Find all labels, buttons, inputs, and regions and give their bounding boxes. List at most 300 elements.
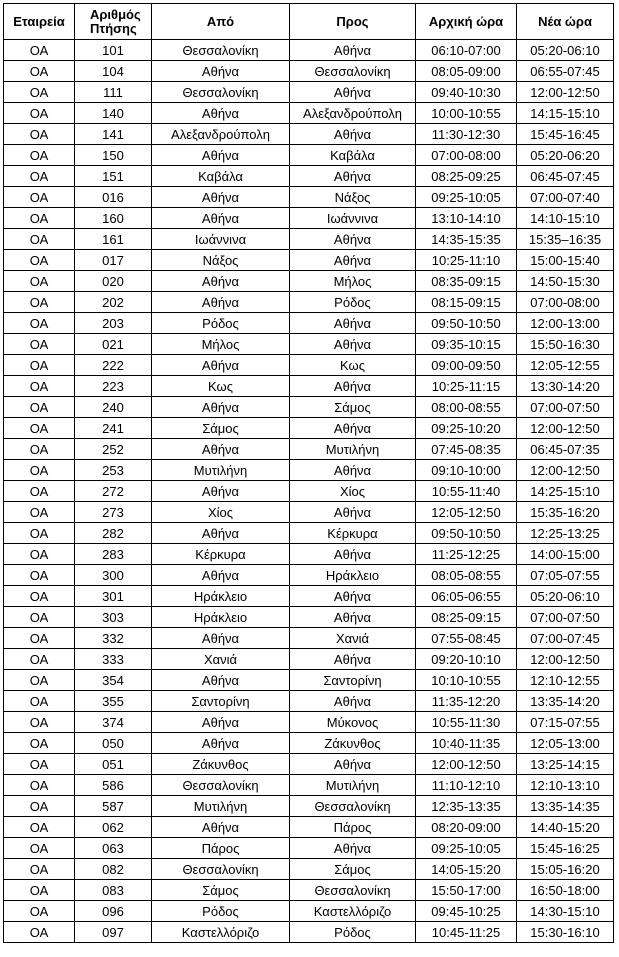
table-row xyxy=(4,355,614,376)
table-row xyxy=(4,649,614,670)
original-time-cell: 10:25-11:15 xyxy=(416,376,517,397)
new-time-cell: 15:35-16:20 xyxy=(517,502,614,523)
to-cell: Σαντορίνη xyxy=(290,670,416,691)
to-cell: Χανιά xyxy=(290,628,416,649)
airline-cell: ΟΑ xyxy=(4,481,75,502)
original-time-cell: 09:50-10:50 xyxy=(416,313,517,334)
table-row xyxy=(4,523,614,544)
to-cell: Αθήνα xyxy=(290,166,416,187)
new-time-cell: 13:30-14:20 xyxy=(517,376,614,397)
table-row xyxy=(4,775,614,796)
to-cell: Αθήνα xyxy=(290,502,416,523)
flight-number-cell: 111 xyxy=(75,82,152,103)
airline-cell: ΟΑ xyxy=(4,922,75,943)
to-cell: Μυτιλήνη xyxy=(290,775,416,796)
to-cell: Αθήνα xyxy=(290,607,416,628)
new-time-cell: 12:10-12:55 xyxy=(517,670,614,691)
airline-cell: ΟΑ xyxy=(4,607,75,628)
header-flight-number xyxy=(75,4,152,40)
new-time-cell: 13:35-14:20 xyxy=(517,691,614,712)
from-cell: Καστελλόριζο xyxy=(152,922,290,943)
airline-cell: ΟΑ xyxy=(4,271,75,292)
flight-number-cell: 282 xyxy=(75,523,152,544)
airline-cell: ΟΑ xyxy=(4,292,75,313)
original-time-cell: 08:15-09:15 xyxy=(416,292,517,313)
from-cell: Αθήνα xyxy=(152,712,290,733)
airline-cell: ΟΑ xyxy=(4,103,75,124)
to-cell: Χίος xyxy=(290,481,416,502)
from-cell: Θεσσαλονίκη xyxy=(152,40,290,61)
table-row xyxy=(4,40,614,61)
airline-cell: ΟΑ xyxy=(4,775,75,796)
airline-cell: ΟΑ xyxy=(4,250,75,271)
airline-cell: ΟΑ xyxy=(4,859,75,880)
original-time-cell: 08:00-08:55 xyxy=(416,397,517,418)
from-cell: Αθήνα xyxy=(152,670,290,691)
table-row xyxy=(4,922,614,943)
flight-number-cell: 101 xyxy=(75,40,152,61)
flight-number-cell: 240 xyxy=(75,397,152,418)
original-time-cell: 12:00-12:50 xyxy=(416,754,517,775)
to-cell: Αθήνα xyxy=(290,376,416,397)
to-cell: Αθήνα xyxy=(290,250,416,271)
table-row xyxy=(4,733,614,754)
new-time-cell: 15:30-16:10 xyxy=(517,922,614,943)
original-time-cell: 09:35-10:15 xyxy=(416,334,517,355)
table-row xyxy=(4,502,614,523)
table-row xyxy=(4,82,614,103)
airline-cell: ΟΑ xyxy=(4,733,75,754)
new-time-cell: 07:15-07:55 xyxy=(517,712,614,733)
flight-number-cell: 241 xyxy=(75,418,152,439)
table-row xyxy=(4,418,614,439)
from-cell: Αλεξανδρούπολη xyxy=(152,124,290,145)
flight-number-cell: 203 xyxy=(75,313,152,334)
table-row xyxy=(4,208,614,229)
new-time-cell: 07:00-07:45 xyxy=(517,628,614,649)
header-from: Από xyxy=(152,4,290,40)
table-header xyxy=(4,4,614,40)
table-row xyxy=(4,544,614,565)
original-time-cell: 08:05-09:00 xyxy=(416,61,517,82)
to-cell: Θεσσαλονίκη xyxy=(290,880,416,901)
from-cell: Αθήνα xyxy=(152,397,290,418)
airline-cell: ΟΑ xyxy=(4,460,75,481)
from-cell: Θεσσαλονίκη xyxy=(152,775,290,796)
flight-number-cell: 301 xyxy=(75,586,152,607)
original-time-cell: 10:10-10:55 xyxy=(416,670,517,691)
original-time-cell: 10:00-10:55 xyxy=(416,103,517,124)
new-time-cell: 14:00-15:00 xyxy=(517,544,614,565)
flight-number-cell: 283 xyxy=(75,544,152,565)
flight-number-cell: 300 xyxy=(75,565,152,586)
from-cell: Αθήνα xyxy=(152,145,290,166)
from-cell: Σαντορίνη xyxy=(152,691,290,712)
original-time-cell: 09:50-10:50 xyxy=(416,523,517,544)
new-time-cell: 12:00-13:00 xyxy=(517,313,614,334)
flight-number-cell: 021 xyxy=(75,334,152,355)
from-cell: Θεσσαλονίκη xyxy=(152,82,290,103)
new-time-cell: 07:00-07:50 xyxy=(517,397,614,418)
from-cell: Αθήνα xyxy=(152,439,290,460)
new-time-cell: 15:45-16:25 xyxy=(517,838,614,859)
new-time-cell: 13:25-14:15 xyxy=(517,754,614,775)
original-time-cell: 14:05-15:20 xyxy=(416,859,517,880)
to-cell: Ηράκλειο xyxy=(290,565,416,586)
flight-number-cell: 355 xyxy=(75,691,152,712)
to-cell: Ρόδος xyxy=(290,922,416,943)
original-time-cell: 09:25-10:20 xyxy=(416,418,517,439)
original-time-cell: 12:35-13:35 xyxy=(416,796,517,817)
new-time-cell: 12:00-12:50 xyxy=(517,649,614,670)
from-cell: Καβάλα xyxy=(152,166,290,187)
original-time-cell: 06:10-07:00 xyxy=(416,40,517,61)
airline-cell: ΟΑ xyxy=(4,796,75,817)
new-time-cell: 14:50-15:30 xyxy=(517,271,614,292)
airline-cell: ΟΑ xyxy=(4,313,75,334)
original-time-cell: 10:55-11:40 xyxy=(416,481,517,502)
from-cell: Μυτιλήνη xyxy=(152,796,290,817)
to-cell: Αθήνα xyxy=(290,418,416,439)
new-time-cell: 06:45-07:35 xyxy=(517,439,614,460)
from-cell: Αθήνα xyxy=(152,565,290,586)
new-time-cell: 07:00-07:40 xyxy=(517,187,614,208)
new-time-cell: 07:00-07:50 xyxy=(517,607,614,628)
new-time-cell: 07:00-08:00 xyxy=(517,292,614,313)
flight-number-cell: 016 xyxy=(75,187,152,208)
to-cell: Σάμος xyxy=(290,397,416,418)
from-cell: Μήλος xyxy=(152,334,290,355)
new-time-cell: 07:05-07:55 xyxy=(517,565,614,586)
new-time-cell: 14:15-15:10 xyxy=(517,103,614,124)
new-time-cell: 12:10-13:10 xyxy=(517,775,614,796)
flight-number-cell: 333 xyxy=(75,649,152,670)
new-time-cell: 05:20-06:10 xyxy=(517,586,614,607)
to-cell: Θεσσαλονίκη xyxy=(290,796,416,817)
original-time-cell: 13:10-14:10 xyxy=(416,208,517,229)
new-time-cell: 15:05-16:20 xyxy=(517,859,614,880)
flight-number-cell: 587 xyxy=(75,796,152,817)
to-cell: Μύκονος xyxy=(290,712,416,733)
new-time-cell: 15:45-16:45 xyxy=(517,124,614,145)
airline-cell: ΟΑ xyxy=(4,691,75,712)
new-time-cell: 15:35–16:35 xyxy=(517,229,614,250)
new-time-cell: 06:45-07:45 xyxy=(517,166,614,187)
original-time-cell: 08:20-09:00 xyxy=(416,817,517,838)
header-airline: Εταιρεία xyxy=(4,4,75,40)
original-time-cell: 15:50-17:00 xyxy=(416,880,517,901)
flight-number-cell: 140 xyxy=(75,103,152,124)
table-row xyxy=(4,880,614,901)
original-time-cell: 11:30-12:30 xyxy=(416,124,517,145)
table-row xyxy=(4,292,614,313)
flight-number-cell: 151 xyxy=(75,166,152,187)
airline-cell: ΟΑ xyxy=(4,670,75,691)
original-time-cell: 10:55-11:30 xyxy=(416,712,517,733)
from-cell: Θεσσαλονίκη xyxy=(152,859,290,880)
flight-schedule-table xyxy=(3,3,614,943)
flight-number-cell: 141 xyxy=(75,124,152,145)
table-row xyxy=(4,691,614,712)
table-row xyxy=(4,61,614,82)
from-cell: Ρόδος xyxy=(152,313,290,334)
original-time-cell: 10:25-11:10 xyxy=(416,250,517,271)
original-time-cell: 08:05-08:55 xyxy=(416,565,517,586)
from-cell: Αθήνα xyxy=(152,292,290,313)
flight-number-cell: 050 xyxy=(75,733,152,754)
flight-number-cell: 332 xyxy=(75,628,152,649)
header-to: Προς xyxy=(290,4,416,40)
new-time-cell: 12:00-12:50 xyxy=(517,418,614,439)
table-row xyxy=(4,796,614,817)
original-time-cell: 09:25-10:05 xyxy=(416,187,517,208)
header-original-time: Αρχική ώρα xyxy=(416,4,517,40)
to-cell: Αθήνα xyxy=(290,691,416,712)
flight-number-cell: 374 xyxy=(75,712,152,733)
airline-cell: ΟΑ xyxy=(4,334,75,355)
flight-number-cell: 063 xyxy=(75,838,152,859)
new-time-cell: 13:35-14:35 xyxy=(517,796,614,817)
table-row xyxy=(4,565,614,586)
original-time-cell: 14:35-15:35 xyxy=(416,229,517,250)
airline-cell: ΟΑ xyxy=(4,754,75,775)
to-cell: Αθήνα xyxy=(290,544,416,565)
table-body xyxy=(4,40,614,943)
airline-cell: ΟΑ xyxy=(4,82,75,103)
new-time-cell: 12:00-12:50 xyxy=(517,82,614,103)
table-row xyxy=(4,712,614,733)
table-row xyxy=(4,166,614,187)
flight-number-cell: 253 xyxy=(75,460,152,481)
flight-number-cell: 252 xyxy=(75,439,152,460)
airline-cell: ΟΑ xyxy=(4,880,75,901)
new-time-cell: 14:40-15:20 xyxy=(517,817,614,838)
airline-cell: ΟΑ xyxy=(4,523,75,544)
airline-cell: ΟΑ xyxy=(4,418,75,439)
from-cell: Χανιά xyxy=(152,649,290,670)
table-row xyxy=(4,754,614,775)
from-cell: Ρόδος xyxy=(152,901,290,922)
airline-cell: ΟΑ xyxy=(4,838,75,859)
to-cell: Αθήνα xyxy=(290,460,416,481)
new-time-cell: 05:20-06:20 xyxy=(517,145,614,166)
original-time-cell: 11:35-12:20 xyxy=(416,691,517,712)
new-time-cell: 12:25-13:25 xyxy=(517,523,614,544)
airline-cell: ΟΑ xyxy=(4,901,75,922)
flight-number-cell: 161 xyxy=(75,229,152,250)
from-cell: Αθήνα xyxy=(152,733,290,754)
table-row xyxy=(4,145,614,166)
from-cell: Μυτιλήνη xyxy=(152,460,290,481)
original-time-cell: 09:20-10:10 xyxy=(416,649,517,670)
flight-number-cell: 097 xyxy=(75,922,152,943)
flight-number-cell: 150 xyxy=(75,145,152,166)
table-row xyxy=(4,103,614,124)
table-row xyxy=(4,376,614,397)
table-row xyxy=(4,313,614,334)
new-time-cell: 05:20-06:10 xyxy=(517,40,614,61)
airline-cell: ΟΑ xyxy=(4,817,75,838)
airline-cell: ΟΑ xyxy=(4,649,75,670)
flight-number-cell: 202 xyxy=(75,292,152,313)
flight-number-cell: 051 xyxy=(75,754,152,775)
original-time-cell: 08:35-09:15 xyxy=(416,271,517,292)
flight-number-cell: 586 xyxy=(75,775,152,796)
table-row xyxy=(4,607,614,628)
airline-cell: ΟΑ xyxy=(4,544,75,565)
new-time-cell: 15:00-15:40 xyxy=(517,250,614,271)
table-row xyxy=(4,439,614,460)
flight-number-cell: 017 xyxy=(75,250,152,271)
table-row xyxy=(4,481,614,502)
airline-cell: ΟΑ xyxy=(4,502,75,523)
flight-number-cell: 104 xyxy=(75,61,152,82)
from-cell: Χίος xyxy=(152,502,290,523)
to-cell: Αλεξανδρούπολη xyxy=(290,103,416,124)
to-cell: Ζάκυνθος xyxy=(290,733,416,754)
to-cell: Νάξος xyxy=(290,187,416,208)
from-cell: Κέρκυρα xyxy=(152,544,290,565)
flight-number-cell: 303 xyxy=(75,607,152,628)
from-cell: Αθήνα xyxy=(152,208,290,229)
header-new-time: Νέα ώρα xyxy=(517,4,614,40)
table-row xyxy=(4,838,614,859)
airline-cell: ΟΑ xyxy=(4,376,75,397)
from-cell: Αθήνα xyxy=(152,103,290,124)
from-cell: Ζάκυνθος xyxy=(152,754,290,775)
airline-cell: ΟΑ xyxy=(4,439,75,460)
to-cell: Αθήνα xyxy=(290,334,416,355)
table-row xyxy=(4,229,614,250)
original-time-cell: 09:10-10:00 xyxy=(416,460,517,481)
to-cell: Ρόδος xyxy=(290,292,416,313)
airline-cell: ΟΑ xyxy=(4,187,75,208)
to-cell: Αθήνα xyxy=(290,838,416,859)
table-row xyxy=(4,187,614,208)
table-row xyxy=(4,124,614,145)
from-cell: Ηράκλειο xyxy=(152,586,290,607)
table-row xyxy=(4,901,614,922)
airline-cell: ΟΑ xyxy=(4,712,75,733)
airline-cell: ΟΑ xyxy=(4,397,75,418)
flight-number-cell: 273 xyxy=(75,502,152,523)
flight-number-cell: 082 xyxy=(75,859,152,880)
new-time-cell: 14:25-15:10 xyxy=(517,481,614,502)
airline-cell: ΟΑ xyxy=(4,61,75,82)
table-row xyxy=(4,460,614,481)
from-cell: Αθήνα xyxy=(152,271,290,292)
airline-cell: ΟΑ xyxy=(4,355,75,376)
to-cell: Πάρος xyxy=(290,817,416,838)
to-cell: Κως xyxy=(290,355,416,376)
new-time-cell: 12:00-12:50 xyxy=(517,460,614,481)
flight-number-cell: 083 xyxy=(75,880,152,901)
table-row xyxy=(4,817,614,838)
from-cell: Νάξος xyxy=(152,250,290,271)
header-row xyxy=(4,4,614,40)
original-time-cell: 10:40-11:35 xyxy=(416,733,517,754)
table-row xyxy=(4,859,614,880)
airline-cell: ΟΑ xyxy=(4,166,75,187)
original-time-cell: 07:55-08:45 xyxy=(416,628,517,649)
from-cell: Αθήνα xyxy=(152,628,290,649)
to-cell: Κέρκυρα xyxy=(290,523,416,544)
airline-cell: ΟΑ xyxy=(4,229,75,250)
new-time-cell: 06:55-07:45 xyxy=(517,61,614,82)
from-cell: Αθήνα xyxy=(152,187,290,208)
header-flight-number-label: Αριθμός Πτήσης xyxy=(90,6,141,36)
from-cell: Αθήνα xyxy=(152,523,290,544)
flight-number-cell: 096 xyxy=(75,901,152,922)
airline-cell: ΟΑ xyxy=(4,565,75,586)
flight-schedule-document xyxy=(3,3,613,943)
original-time-cell: 09:45-10:25 xyxy=(416,901,517,922)
from-cell: Κως xyxy=(152,376,290,397)
airline-cell: ΟΑ xyxy=(4,145,75,166)
to-cell: Μήλος xyxy=(290,271,416,292)
from-cell: Σάμος xyxy=(152,880,290,901)
flight-number-cell: 272 xyxy=(75,481,152,502)
to-cell: Καστελλόριζο xyxy=(290,901,416,922)
table-row xyxy=(4,628,614,649)
new-time-cell: 16:50-18:00 xyxy=(517,880,614,901)
from-cell: Σάμος xyxy=(152,418,290,439)
original-time-cell: 11:25-12:25 xyxy=(416,544,517,565)
to-cell: Αθήνα xyxy=(290,586,416,607)
new-time-cell: 14:10-15:10 xyxy=(517,208,614,229)
to-cell: Ιωάννινα xyxy=(290,208,416,229)
original-time-cell: 08:25-09:15 xyxy=(416,607,517,628)
from-cell: Αθήνα xyxy=(152,817,290,838)
table-row xyxy=(4,250,614,271)
flight-number-cell: 223 xyxy=(75,376,152,397)
flight-number-cell: 222 xyxy=(75,355,152,376)
to-cell: Αθήνα xyxy=(290,40,416,61)
to-cell: Αθήνα xyxy=(290,754,416,775)
to-cell: Αθήνα xyxy=(290,124,416,145)
flight-number-cell: 062 xyxy=(75,817,152,838)
original-time-cell: 09:40-10:30 xyxy=(416,82,517,103)
to-cell: Αθήνα xyxy=(290,649,416,670)
table-row xyxy=(4,586,614,607)
original-time-cell: 07:00-08:00 xyxy=(416,145,517,166)
new-time-cell: 12:05-13:00 xyxy=(517,733,614,754)
from-cell: Αθήνα xyxy=(152,61,290,82)
table-row xyxy=(4,670,614,691)
from-cell: Ηράκλειο xyxy=(152,607,290,628)
flight-number-cell: 020 xyxy=(75,271,152,292)
original-time-cell: 11:10-12:10 xyxy=(416,775,517,796)
airline-cell: ΟΑ xyxy=(4,124,75,145)
new-time-cell: 15:50-16:30 xyxy=(517,334,614,355)
original-time-cell: 12:05-12:50 xyxy=(416,502,517,523)
original-time-cell: 08:25-09:25 xyxy=(416,166,517,187)
from-cell: Αθήνα xyxy=(152,481,290,502)
flight-number-cell: 354 xyxy=(75,670,152,691)
airline-cell: ΟΑ xyxy=(4,628,75,649)
original-time-cell: 07:45-08:35 xyxy=(416,439,517,460)
airline-cell: ΟΑ xyxy=(4,40,75,61)
new-time-cell: 14:30-15:10 xyxy=(517,901,614,922)
table-row xyxy=(4,334,614,355)
airline-cell: ΟΑ xyxy=(4,586,75,607)
to-cell: Μυτιλήνη xyxy=(290,439,416,460)
airline-cell: ΟΑ xyxy=(4,208,75,229)
to-cell: Καβάλα xyxy=(290,145,416,166)
to-cell: Αθήνα xyxy=(290,82,416,103)
original-time-cell: 06:05-06:55 xyxy=(416,586,517,607)
from-cell: Ιωάννινα xyxy=(152,229,290,250)
